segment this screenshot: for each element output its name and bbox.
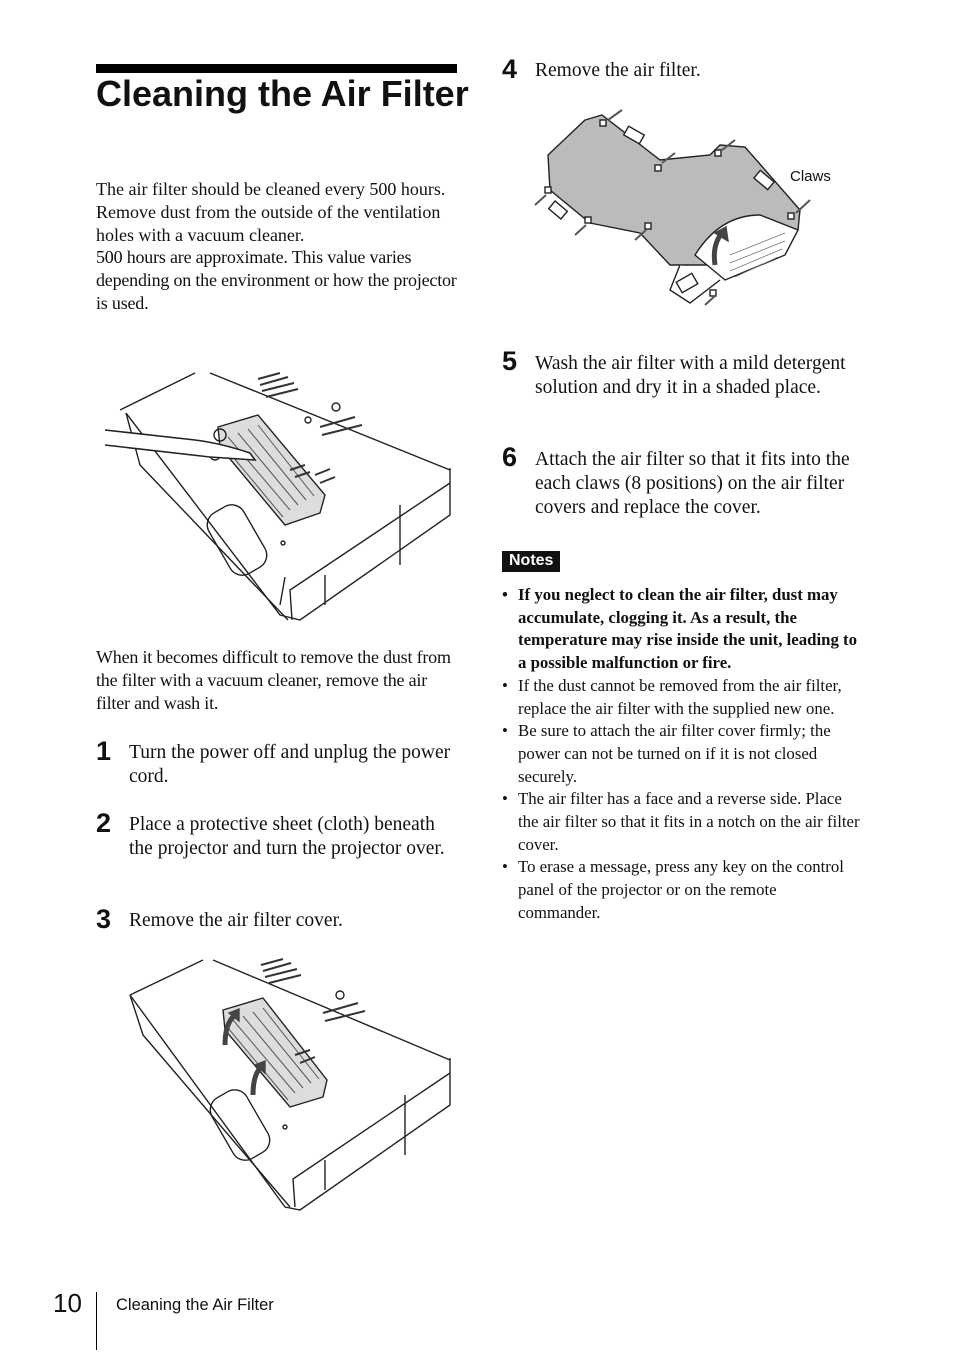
step-number: 2 bbox=[96, 808, 112, 838]
footer-divider bbox=[96, 1292, 97, 1350]
step-text: Wash the air filter with a mild detergent solution and dry it in a shaded place. bbox=[535, 353, 846, 398]
step-number: 4 bbox=[502, 54, 518, 84]
step-number: 5 bbox=[502, 346, 518, 376]
note-item: • If the dust cannot be removed from the air filter, replace the air filter with the supplied new one. bbox=[502, 675, 862, 720]
step-text: Attach the air filter so that it fits into the each claws (8 positions) on the air filter covers and replace the cover. bbox=[535, 449, 850, 518]
note-item: • Be sure to attach the air filter cover firmly; the power can not be turned on if it is not closed securely. bbox=[502, 720, 862, 788]
step-text: Place a protective sheet (cloth) beneath the projector and turn the projector over. bbox=[129, 814, 445, 859]
note-item: • To erase a message, press any key on the control panel of the projector or on the remote commander. bbox=[502, 856, 862, 924]
remove-filter-cover-illustration bbox=[125, 955, 455, 1215]
footer-section-title: Cleaning the Air Filter bbox=[116, 1296, 274, 1314]
page-number: 10 bbox=[53, 1288, 82, 1318]
intro-paragraph: The air filter should be cleaned every 500 hours. bbox=[96, 179, 446, 199]
step-text: Remove the air filter cover. bbox=[129, 910, 343, 931]
note-item: • If you neglect to clean the air filter, dust may accumulate, clogging it. As a result, the temperature may rise inside the unit, leading to a possible malfunction or fire. bbox=[502, 584, 862, 675]
notes-list bbox=[502, 584, 862, 925]
page-title: Cleaning the Air Filter bbox=[96, 73, 469, 114]
step-number: 1 bbox=[96, 736, 112, 766]
claws-label: Claws bbox=[790, 168, 831, 185]
title-rule bbox=[96, 64, 457, 73]
step-text: Turn the power off and unplug the power cord. bbox=[129, 742, 451, 787]
step-text: Remove the air filter. bbox=[535, 60, 701, 81]
remove-air-filter-illustration bbox=[530, 105, 820, 315]
note-item: • The air filter has a face and a reverse side. Place the air filter so that it fits in a notch on the air filter cover. bbox=[502, 788, 862, 856]
intro-text bbox=[96, 178, 461, 315]
notes-heading: Notes bbox=[502, 551, 560, 572]
intro-paragraph: 500 hours are approximate. This value varies depending on the environment or how the projector is used. bbox=[96, 247, 457, 313]
step-number: 6 bbox=[502, 442, 518, 472]
vacuum-cleaning-illustration bbox=[100, 365, 460, 625]
intro-paragraph: Remove dust from the outside of the ventilation holes with a vacuum cleaner. bbox=[96, 201, 441, 245]
middle-paragraph: When it becomes difficult to remove the dust from the filter with a vacuum cleaner, remove the air filter and wash it. bbox=[96, 647, 451, 713]
step-number: 3 bbox=[96, 904, 112, 934]
